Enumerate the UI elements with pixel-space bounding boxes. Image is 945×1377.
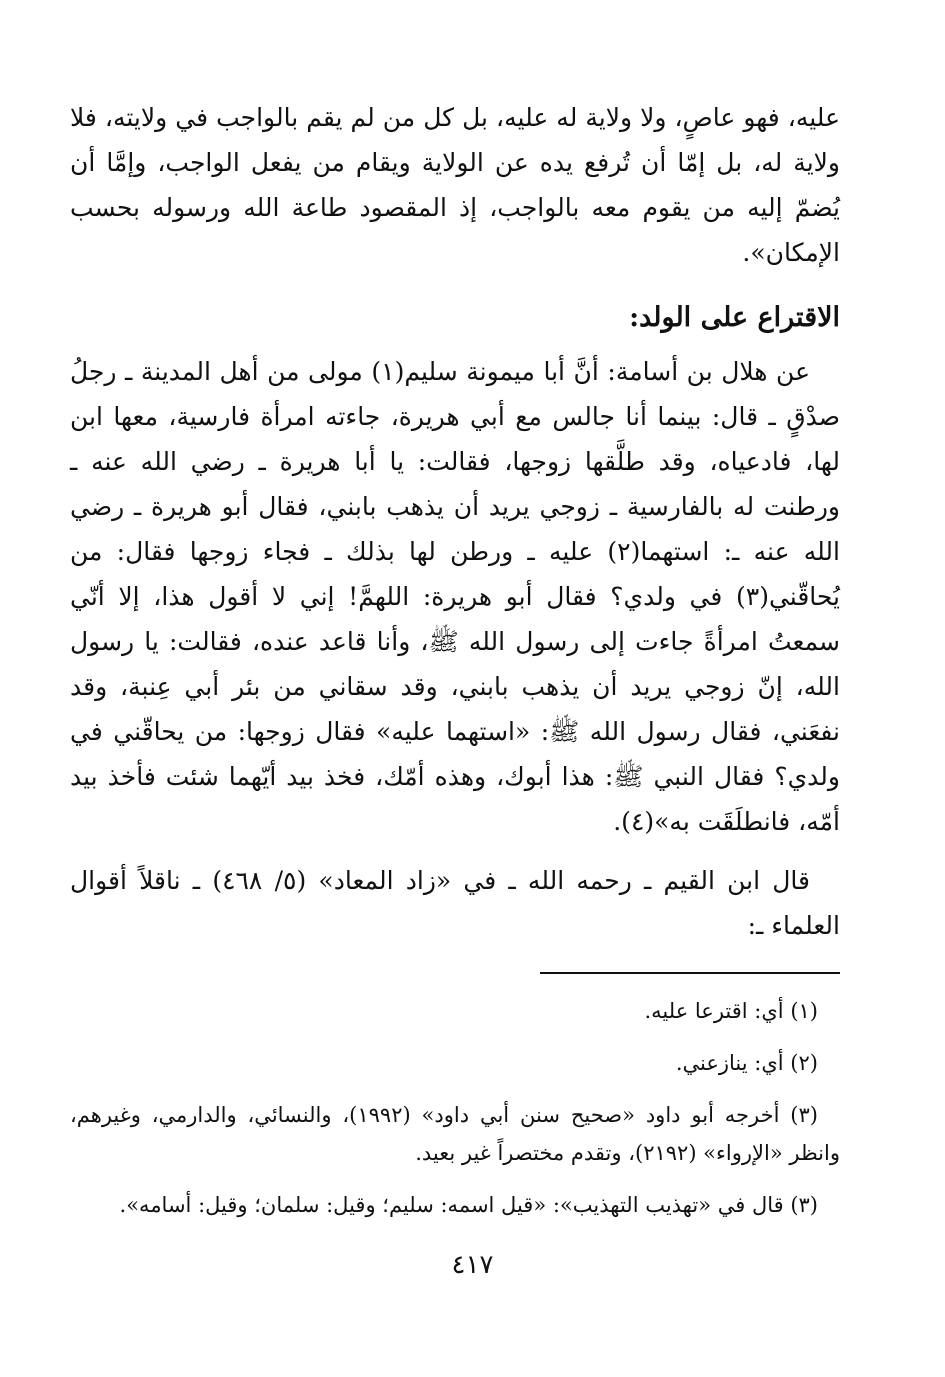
intro-paragraph: عليه، فهو عاصٍ، ولا ولاية له عليه، بل كل من لم يقم بالواجب في ولايته، فلا ولاية له، بل إمّا أن تُرفع يده عن الولاية ويقام من يفعل الواجب، وإمَّا أن يُضمّ إليه من يقوم معه بالواجب، إذ المقصود طاعة الله ورسوله بحسب الإمكان». [70,103,840,267]
footnote-4: (٣) قال في «تهذيب التهذيب»: «قيل اسمه: سليم؛ وقيل: سلمان؛ وقيل: أسامه». [119,1193,818,1217]
story-paragraph: عن هلال بن أسامة: أنَّ أبا ميمونة سليم(١) مولى من أهل المدينة ـ رجلُ صدْقٍ ـ قال: بينما أنا جالس مع أبي هريرة، جاءته امرأة فارسية، معها ابن لها، فادعياه، وقد طلَّقها زوجها، فقالت: يا أبا هريرة ـ رضي الله عنه ـ ورطنت له بالفارسية ـ زوجي يريد أن يذهب بابني، فقال أبو هريرة ـ رضي الله عنه ـ: استهما(٢) عليه ـ ورطن لها بذلك ـ فجاء زوجها فقال: من يُحاقّني(٣) في ولدي؟ فقال أبو هريرة: اللهمَّ! إني لا أقول هذا، إلا أنّي سمعتُ امرأةً جاءت إلى رسول الله ﷺ، وأنا قاعد عنده، فقالت: يا رسول الله، إنّ زوجي يريد أن يذهب بابني، وقد سقاني من بئر أبي عِنبة، وقد نفعَني، فقال رسول الله ﷺ: «استهما عليه» فقال زوجها: من يحاقّني في ولدي؟ فقال النبي ﷺ: هذا أبوك، وهذه أمّك، فخذ بيد أيّهما شئت فأخذ بيد أمّه، فانطلَقَت به»(٤). [70,357,840,836]
page-number: ٤١٧ [451,1250,494,1280]
section-heading: الاقتراع على الولد: [629,302,840,333]
quote-paragraph: قال ابن القيم ـ رحمه الله ـ في «زاد المعاد» (٥/ ٤٦٨) ـ ناقلاً أقوال العلماء ـ: [70,866,840,940]
footnote-3: (٣) أخرجه أبو داود «صحيح سنن أبي داود» (١٩٩٢)، والنسائي، والدارمي، وغيرهم، وانظر «الإرواء» (٢١٩٢)، وتقدم مختصراً غير بعيد. [70,1103,840,1165]
footnote-2: (٢) أي: ينازعني. [675,1051,818,1075]
page-body [70,95,840,1238]
footnotes-section [70,992,840,1224]
footnote-divider [540,972,840,974]
footnote-1: (١) أي: اقترعا عليه. [644,999,818,1023]
